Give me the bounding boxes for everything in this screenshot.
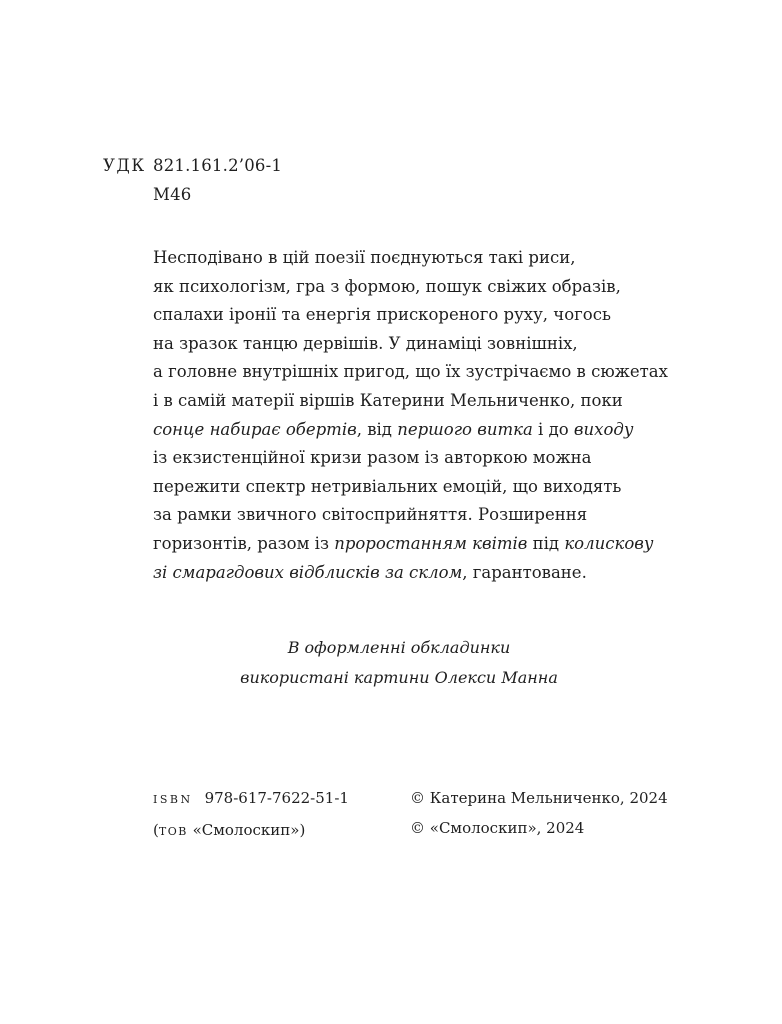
isbn-label: ISBN	[153, 793, 193, 806]
annotation-run: горизонтів, разом із	[153, 533, 335, 553]
annotation-italic-run: зі смарагдових відблисків за склом	[153, 562, 463, 582]
annotation-line	[153, 559, 673, 588]
annotation-italic-run: колискову	[564, 533, 654, 553]
copyright-author: © Катерина Мельниченко, 2024	[410, 789, 668, 807]
publisher-name: «Смолоскип»)	[187, 821, 306, 839]
annotation-run: і в самій матерії віршів Катерини Мельниченко, поки	[153, 390, 623, 410]
cover-credit-line-2: використані картини Олекси Манна	[240, 668, 558, 687]
cover-credit	[153, 633, 645, 693]
publisher-prefix: (	[153, 821, 159, 839]
udk-label: УДК	[103, 156, 146, 175]
annotation-line	[153, 416, 673, 445]
cover-credit-line-1: В оформленні обкладинки	[287, 638, 511, 657]
udk-row	[103, 151, 282, 180]
annotation-line	[153, 501, 673, 530]
isbn-line	[153, 783, 349, 815]
annotation-text	[153, 244, 673, 587]
annotation-italic-run: виходу	[573, 419, 634, 439]
annotation-run: на зразок танцю дервішів. У динаміці зовнішніх,	[153, 333, 578, 353]
udk-block	[103, 151, 282, 209]
isbn-value: 978-617-7622-51-1	[204, 789, 349, 807]
annotation-line	[153, 444, 673, 473]
annotation-line	[153, 301, 673, 330]
author-mark: М46	[153, 185, 192, 204]
annotation-line	[153, 273, 673, 302]
annotation-run: , гарантоване.	[462, 562, 587, 582]
imprint-copyright-block	[410, 783, 668, 843]
annotation-run: пережити спектр нетривіальних емоцій, що виходять	[153, 476, 622, 496]
imprint-isbn-block	[153, 783, 349, 847]
annotation-line	[153, 387, 673, 416]
annotation-run: під	[527, 533, 565, 553]
annotation-run: Несподівано в цій поезії поєднуються такі риси,	[153, 248, 576, 267]
publisher-line	[153, 815, 349, 847]
annotation-run: а головне внутрішніх пригод, що їх зустрічаємо в сюжетах	[153, 362, 668, 382]
annotation-line	[153, 473, 673, 502]
publisher-abbr: ТОВ	[158, 825, 188, 838]
author-mark-row	[103, 180, 282, 209]
annotation-line	[153, 330, 673, 359]
copyright-publisher: © «Смолоскип», 2024	[410, 819, 585, 837]
annotation-line	[153, 244, 673, 273]
annotation-run: як психологізм, гра з формою, пошук свіжих образів,	[153, 276, 621, 296]
annotation-line	[153, 530, 673, 559]
udk-code: 821.161.2’06-1	[153, 156, 283, 175]
annotation-italic-run: першого витка	[397, 419, 533, 439]
annotation-line	[153, 358, 673, 387]
annotation-run: із екзистенційної кризи разом із авторкою можна	[153, 448, 592, 468]
annotation-run: , від	[356, 419, 398, 439]
annotation-italic-run: проростанням квітів	[334, 533, 528, 553]
annotation-run: за рамки звичного світосприйняття. Розширення	[153, 505, 588, 525]
annotation-run: і до	[532, 419, 574, 439]
annotation-italic-run: сонце набирає обертів	[153, 419, 357, 439]
annotation-run: спалахи іронії та енергія прискореного руху, чогось	[153, 305, 611, 325]
